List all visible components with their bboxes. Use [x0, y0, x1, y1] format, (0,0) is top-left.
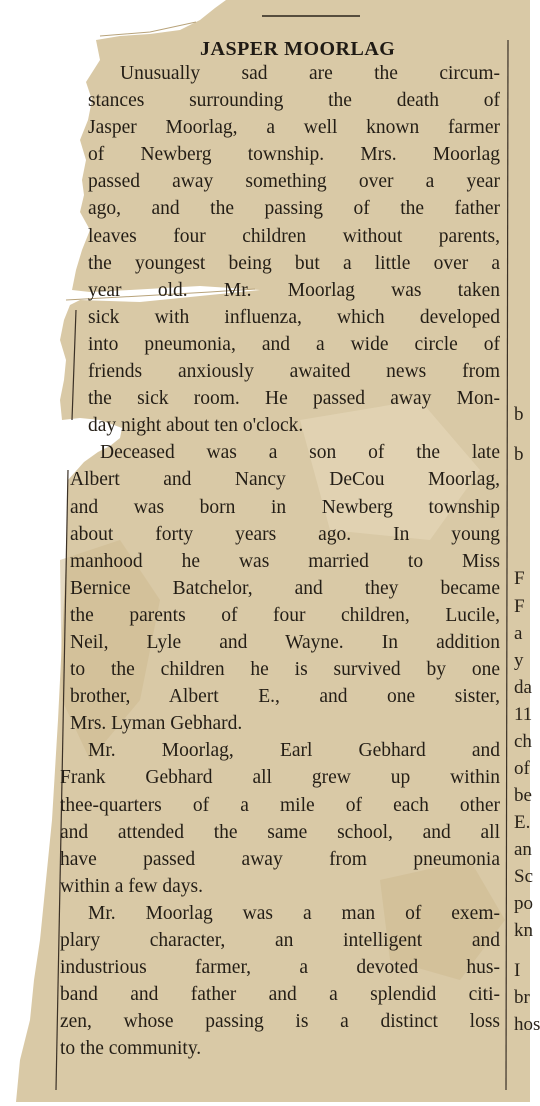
article-headline: JASPER MOORLAG: [200, 38, 396, 60]
text-line: year old. Mr. Moorlag was taken: [88, 279, 500, 301]
text-line: Neil, Lyle and Wayne. In addition: [70, 631, 500, 653]
text-line: stances surrounding the death of: [88, 90, 500, 112]
adjacent-column-fragment: hos: [514, 1014, 540, 1035]
text-line: thee-quarters of a mile of each other: [60, 794, 500, 816]
adjacent-column-fragment: I: [514, 960, 521, 981]
article-paragraph: [60, 60, 500, 439]
text-line: Frank Gebhard all grew up within: [60, 767, 500, 789]
adjacent-column-fragment: b: [514, 444, 524, 465]
text-line: and attended the same school, and all: [60, 821, 500, 843]
text-line: leaves four children without parents,: [88, 225, 500, 247]
text-line: to the community.: [60, 1038, 202, 1060]
adjacent-column-fragment: a: [514, 623, 523, 644]
adjacent-column-fragment: F: [514, 568, 525, 589]
adjacent-column-fragment: y: [514, 650, 524, 671]
text-line: Unusually sad are the circum-: [120, 63, 500, 84]
text-line: manhood he was married to Miss: [70, 550, 500, 572]
adjacent-column-fragment: Sc: [514, 866, 533, 887]
adjacent-column-fragment: da: [514, 677, 532, 698]
text-line: the youngest being but a little over a: [88, 252, 500, 274]
article-paragraph: [60, 439, 500, 737]
text-line: the parents of four children, Lucile,: [70, 604, 500, 626]
text-line: plary character, an intelligent and: [60, 930, 500, 951]
adjacent-column-fragment: kn: [514, 920, 533, 941]
adjacent-column-fragment: b: [514, 404, 524, 425]
adjacent-column-fragment: be: [514, 785, 532, 806]
text-line: day night about ten o'clock.: [88, 415, 304, 437]
text-line: about forty years ago. In young: [70, 523, 500, 545]
adjacent-column-fragment: of: [514, 758, 530, 779]
adjacent-column-fragment: E.: [514, 812, 531, 833]
text-line: Bernice Batchelor, and they became: [70, 577, 500, 599]
adjacent-column-fragment: an: [514, 839, 532, 860]
text-line: zen, whose passing is a distinct loss: [60, 1011, 500, 1033]
text-line: Mr. Moorlag was a man of exem-: [88, 902, 500, 924]
text-line: band and father and a splendid citi-: [60, 984, 500, 1006]
text-line: Mr. Moorlag, Earl Gebhard and: [88, 740, 500, 762]
text-line: passed away something over a year: [88, 171, 500, 193]
adjacent-column-fragment: br: [514, 987, 530, 1008]
text-line: Deceased was a son of the late: [100, 442, 500, 464]
adjacent-column-fragment: po: [514, 893, 533, 914]
text-line: the sick room. He passed away Mon-: [88, 388, 500, 410]
adjacent-column-fragment: F: [514, 596, 525, 617]
adjacent-column-fragment: 11: [514, 704, 533, 725]
text-line: have passed away from pneumonia: [60, 848, 500, 870]
text-line: ago, and the passing of the father: [88, 198, 500, 220]
article-paragraph: [60, 900, 500, 1063]
text-line: Albert and Nancy DeCou Moorlag,: [70, 469, 500, 491]
text-line: brother, Albert E., and one sister,: [70, 686, 500, 708]
adjacent-column-fragments: [510, 0, 540, 1102]
article-paragraph: [60, 737, 500, 900]
text-line: into pneumonia, and a wide circle of: [88, 333, 500, 355]
article-body: [60, 60, 500, 1062]
text-line: to the children he is survived by one: [70, 659, 500, 681]
text-line: of Newberg township. Mrs. Moorlag: [88, 144, 500, 166]
adjacent-column-fragment: ch: [514, 731, 532, 752]
text-line: friends anxiously awaited news from: [88, 361, 500, 383]
text-line: sick with influenza, which developed: [88, 306, 500, 328]
text-line: industrious farmer, a devoted hus-: [60, 957, 500, 979]
text-line: and was born in Newberg township: [70, 496, 500, 518]
text-line: within a few days.: [60, 875, 203, 897]
text-line: Mrs. Lyman Gebhard.: [70, 713, 243, 735]
text-line: Jasper Moorlag, a well known farmer: [88, 117, 500, 139]
